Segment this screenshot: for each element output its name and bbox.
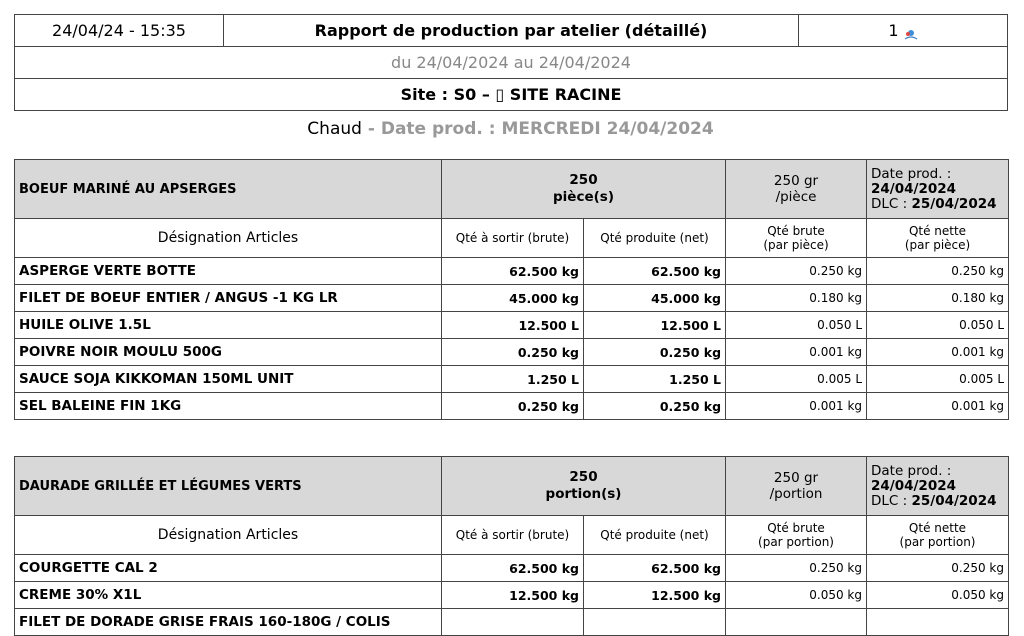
qty-gross-value: 0.050 kg xyxy=(726,582,867,609)
qty-gross-value: 0.001 kg xyxy=(726,393,867,420)
qty-prod-value: 12.500 kg xyxy=(584,582,726,609)
report-datetime: 24/04/24 - 15:35 xyxy=(15,15,224,47)
qty-out-value xyxy=(442,609,584,636)
col-qty-net xyxy=(867,516,1009,555)
product-unit-weight xyxy=(726,457,867,516)
qty-net-value: 0.005 L xyxy=(867,366,1009,393)
article-name: SAUCE SOJA KIKKOMAN 150ML UNIT xyxy=(15,366,442,393)
product-quantity xyxy=(442,160,726,219)
qty-gross-value: 0.180 kg xyxy=(726,285,867,312)
qty-prod-value: 0.250 kg xyxy=(584,393,726,420)
qty-out-value: 12.500 kg xyxy=(442,582,584,609)
page-number-cell xyxy=(799,15,1008,47)
col-qty-gross-sub: (par pièce) xyxy=(763,238,829,252)
qty-net-value: 0.050 kg xyxy=(867,582,1009,609)
qty-gross-value: 0.250 kg xyxy=(726,555,867,582)
qty-net-value: 0.001 kg xyxy=(867,393,1009,420)
product-weight: 250 gr xyxy=(773,173,819,189)
date-prod-value: 24/04/2024 xyxy=(871,180,957,197)
article-name: FILET DE BOEUF ENTIER / ANGUS -1 KG LR xyxy=(15,285,442,312)
product-dates xyxy=(867,457,1009,516)
qty-prod-value: 12.500 L xyxy=(584,312,726,339)
table-row xyxy=(15,339,1009,366)
qty-out-value: 1.250 L xyxy=(442,366,584,393)
product-quantity xyxy=(442,457,726,516)
report-period: du 24/04/2024 au 24/04/2024 xyxy=(15,47,1008,79)
qty-prod-value: 0.250 kg xyxy=(584,339,726,366)
product-unit-weight xyxy=(726,160,867,219)
table-row xyxy=(15,366,1009,393)
col-qty-gross-label: Qté brute xyxy=(767,224,825,238)
section-caption xyxy=(14,118,1007,140)
table-row xyxy=(15,312,1009,339)
qty-out-value: 12.500 L xyxy=(442,312,584,339)
col-qty-gross-label: Qté brute xyxy=(767,521,825,535)
article-name: HUILE OLIVE 1.5L xyxy=(15,312,442,339)
article-name: COURGETTE CAL 2 xyxy=(15,555,442,582)
col-qty-net-sub: (par pièce) xyxy=(904,238,971,252)
table-row xyxy=(15,555,1009,582)
section-label: Chaud xyxy=(307,119,362,139)
dlc-label: DLC : xyxy=(871,492,912,509)
qty-out-value: 62.500 kg xyxy=(442,258,584,285)
qty-net-value: 0.250 kg xyxy=(867,555,1009,582)
dlc-label: DLC : xyxy=(871,195,912,212)
col-qty-gross xyxy=(726,219,867,258)
page-number: 1 xyxy=(888,21,899,40)
table-row xyxy=(15,285,1009,312)
product-qty: 250 xyxy=(569,172,598,188)
col-qty-prod: Qté produite (net) xyxy=(584,219,726,258)
date-prod-label: Date prod. : xyxy=(871,462,952,479)
qty-out-value: 0.250 kg xyxy=(442,393,584,420)
product-dates xyxy=(867,160,1009,219)
qty-prod-value xyxy=(584,609,726,636)
product-name: BOEUF MARINÉ AU APSERGES xyxy=(15,160,442,219)
article-name: CREME 30% X1L xyxy=(15,582,442,609)
product-table xyxy=(14,159,1009,420)
company-logo xyxy=(904,26,918,38)
qty-gross-value: 0.250 kg xyxy=(726,258,867,285)
col-qty-prod: Qté produite (net) xyxy=(584,516,726,555)
qty-gross-value: 0.050 L xyxy=(726,312,867,339)
product-table xyxy=(14,456,1009,636)
qty-net-value xyxy=(867,609,1009,636)
table-row xyxy=(15,258,1009,285)
product-name: DAURADE GRILLÉE ET LÉGUMES VERTS xyxy=(15,457,442,516)
qty-net-value: 0.001 kg xyxy=(867,339,1009,366)
qty-gross-value xyxy=(726,609,867,636)
qty-prod-value: 62.500 kg xyxy=(584,258,726,285)
col-qty-out: Qté à sortir (brute) xyxy=(442,516,584,555)
qty-prod-value: 62.500 kg xyxy=(584,555,726,582)
col-qty-out: Qté à sortir (brute) xyxy=(442,219,584,258)
qty-gross-value: 0.001 kg xyxy=(726,339,867,366)
table-row xyxy=(15,609,1009,636)
col-designation: Désignation Articles xyxy=(15,219,442,258)
qty-prod-value: 45.000 kg xyxy=(584,285,726,312)
col-qty-gross xyxy=(726,516,867,555)
section-separator: - xyxy=(361,119,381,139)
table-row xyxy=(15,393,1009,420)
qty-net-value: 0.250 kg xyxy=(867,258,1009,285)
article-name: FILET DE DORADE GRISE FRAIS 160-180G / COLIS xyxy=(15,609,442,636)
article-name: POIVRE NOIR MOULU 500G xyxy=(15,339,442,366)
report-title: Rapport de production par atelier (détaillé) xyxy=(224,15,799,47)
report-header xyxy=(14,14,1008,111)
col-qty-net-label: Qté nette xyxy=(908,224,967,238)
product-qty-unit: portion(s) xyxy=(545,486,622,502)
col-qty-net-sub: (par portion) xyxy=(899,535,976,549)
article-name: SEL BALEINE FIN 1KG xyxy=(15,393,442,420)
table-row xyxy=(15,582,1009,609)
dlc-value: 25/04/2024 xyxy=(911,492,997,509)
dlc-value: 25/04/2024 xyxy=(911,195,997,212)
col-designation: Désignation Articles xyxy=(15,516,442,555)
product-qty-unit: pièce(s) xyxy=(553,189,614,205)
date-prod-value: 24/04/2024 xyxy=(871,477,957,494)
product-weight-per: /pièce xyxy=(775,189,817,205)
report-site: Site : S0 – ▯ SITE RACINE xyxy=(15,79,1008,111)
article-name: ASPERGE VERTE BOTTE xyxy=(15,258,442,285)
col-qty-gross-sub: (par portion) xyxy=(758,535,834,549)
section-date: Date prod. : MERCREDI 24/04/2024 xyxy=(380,119,714,139)
date-prod-label: Date prod. : xyxy=(871,165,952,182)
col-qty-net xyxy=(867,219,1009,258)
qty-out-value: 0.250 kg xyxy=(442,339,584,366)
col-qty-net-label: Qté nette xyxy=(908,521,967,535)
qty-out-value: 45.000 kg xyxy=(442,285,584,312)
product-weight-per: /portion xyxy=(769,486,823,502)
product-weight: 250 gr xyxy=(773,470,819,486)
qty-net-value: 0.180 kg xyxy=(867,285,1009,312)
qty-gross-value: 0.005 L xyxy=(726,366,867,393)
product-qty: 250 xyxy=(569,469,598,485)
qty-net-value: 0.050 L xyxy=(867,312,1009,339)
qty-prod-value: 1.250 L xyxy=(584,366,726,393)
qty-out-value: 62.500 kg xyxy=(442,555,584,582)
